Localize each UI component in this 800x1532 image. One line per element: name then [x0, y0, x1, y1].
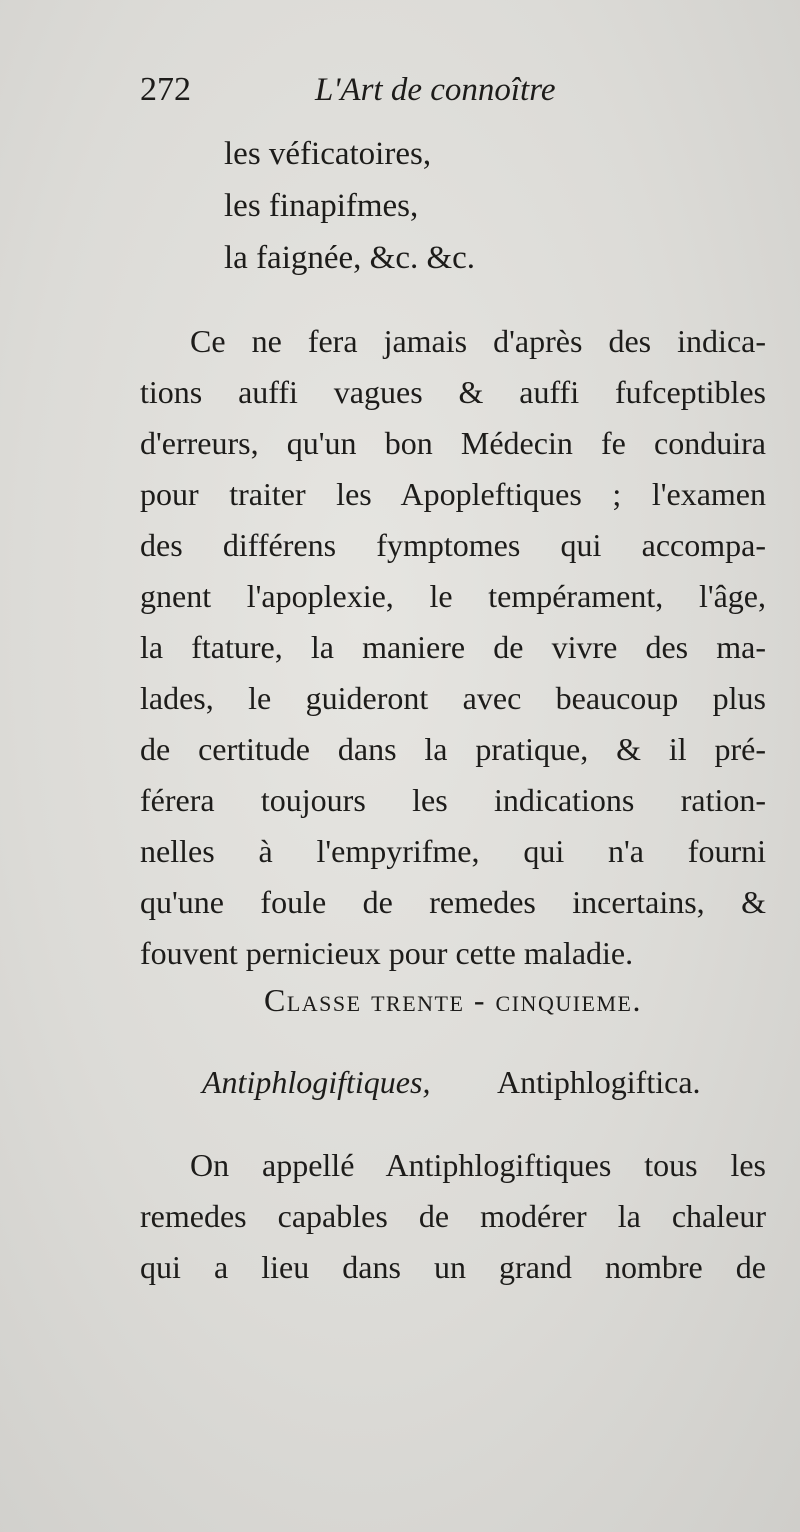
list-item: les véficatoires, — [224, 136, 432, 172]
page-header — [140, 68, 610, 112]
text-line: férera toujours les indications ration- — [140, 782, 766, 818]
text-line: pour traiter les Apopleftiques ; l'examen — [140, 476, 766, 512]
page-number: 272 — [140, 71, 191, 108]
subheading-latin: Antiphlogiftica. — [497, 1064, 701, 1100]
text-line: de certitude dans la pratique, & il pré- — [140, 731, 766, 767]
text-line: tions auffi vagues & auffi fufceptibles — [140, 374, 766, 410]
remedy-list — [224, 128, 544, 284]
text-line: remedes capables de modérer la chaleur — [140, 1198, 766, 1234]
list-item: les finapifmes, — [224, 188, 419, 224]
text-line: qui a lieu dans un grand nombre de — [140, 1249, 766, 1285]
text-line: qu'une foule de remedes incertains, & — [140, 884, 766, 920]
text-line: nelles à l'empyrifme, qui n'a fourni — [140, 833, 766, 869]
text-line: lades, le guideront avec beaucoup plus — [140, 680, 766, 716]
text-line: Ce ne fera jamais d'après des indica- — [190, 323, 766, 359]
text-line: fouvent pernicieux pour cette maladie. — [140, 935, 634, 971]
text-line: la ftature, la maniere de vivre des ma- — [140, 629, 766, 665]
text-line: des différens fymptomes qui accompa- — [140, 527, 766, 563]
paragraph-antiphlogistics — [140, 1140, 766, 1293]
text-line: d'erreurs, qu'un bon Médecin fe conduira — [140, 425, 766, 461]
text-line: On appellé Antiphlogiftiques tous les — [190, 1147, 766, 1183]
class-heading: Classe trente - cinquieme. — [264, 982, 642, 1018]
paragraph-apoplexy — [140, 316, 766, 979]
running-head: L'Art de connoître — [315, 72, 556, 108]
subheading-french: Antiphlogiftiques, — [202, 1064, 431, 1100]
subheading — [162, 1057, 762, 1107]
list-item: la faignée, &c. &c. — [224, 240, 476, 276]
text-line: gnent l'apoplexie, le tempérament, l'âge, — [140, 578, 766, 614]
